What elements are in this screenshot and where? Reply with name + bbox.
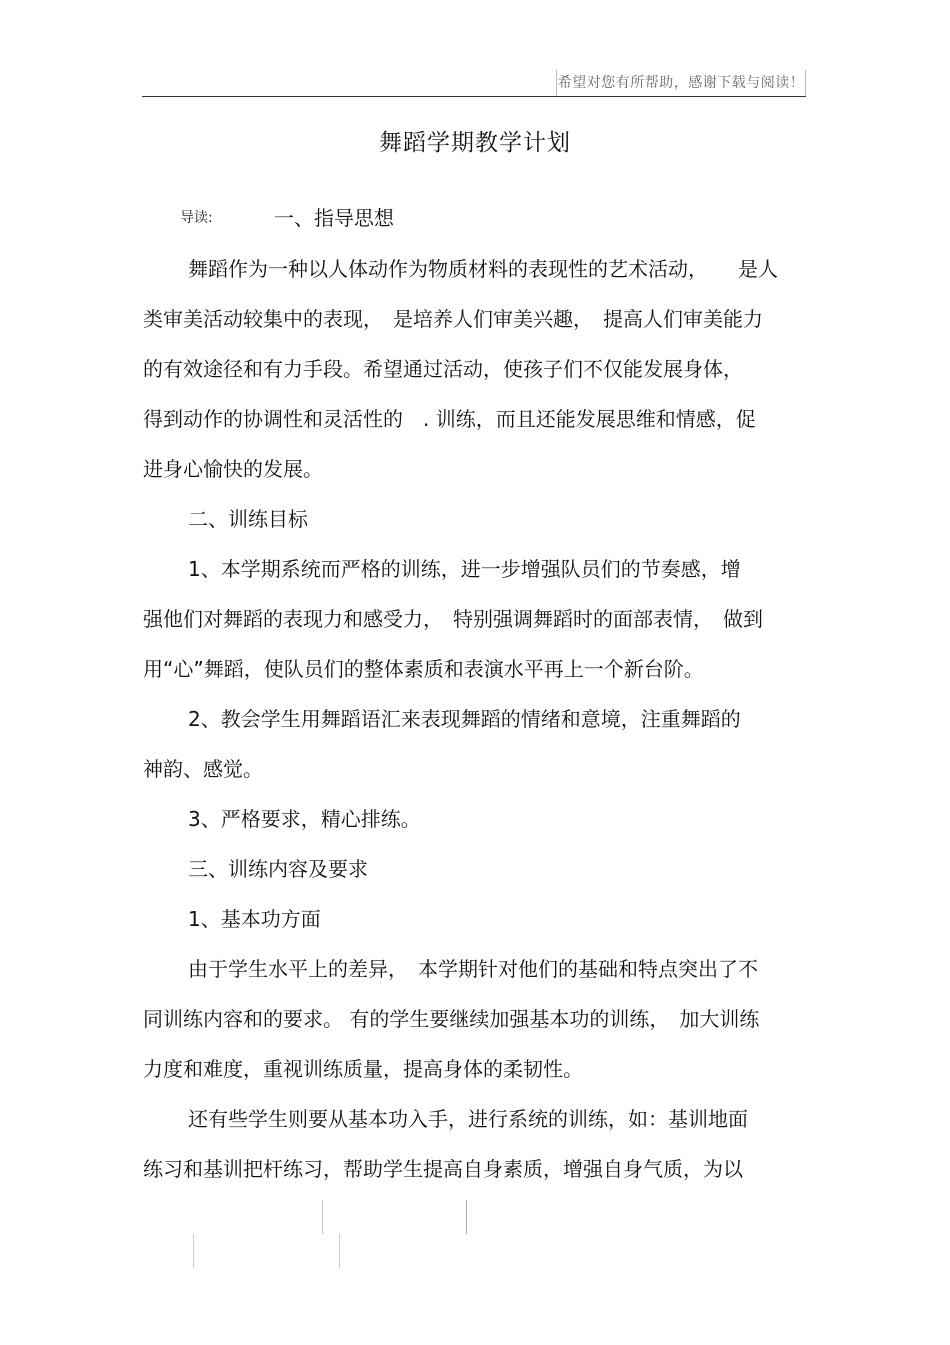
section-heading-training-goals: 二、训练目标: [188, 507, 308, 531]
paragraph-line: 力度和难度，重视训练质量，提高身体的柔韧性。: [143, 1057, 583, 1081]
paragraph-line: 类审美活动较集中的表现， 是培养人们审美兴趣， 提高人们审美能力: [143, 307, 763, 331]
paragraph-line: 2、教会学生用舞蹈语汇来表现舞蹈的情绪和意境，注重舞蹈的: [188, 707, 741, 731]
scan-artifact-line: [466, 1200, 467, 1234]
document-title: 舞蹈学期教学计划: [379, 130, 571, 156]
paragraph-line: 3、严格要求，精心排练。: [188, 807, 421, 831]
paragraph-line: 进身心愉快的发展。: [143, 457, 323, 481]
scan-artifact-line: [193, 1234, 194, 1268]
paragraph-line: 舞蹈作为一种以人体动作为物质材料的表现性的艺术活动， 是人: [188, 257, 778, 281]
scan-artifact-line: [339, 1234, 340, 1268]
paragraph-line: 1、本学期系统而严格的训练，进一步增强队员们的节奏感，增: [188, 557, 741, 581]
header-divider: [142, 96, 806, 97]
header-banner: 希望对您有所帮助，感谢下载与阅读！: [556, 70, 806, 96]
section-heading-guiding-ideas: 一、指导思想: [274, 206, 394, 230]
paragraph-line: 神韵、感觉。: [143, 757, 263, 781]
paragraph-line: 同训练内容和的要求。 有的学生要继续加强基本功的训练， 加大训练: [143, 1007, 760, 1031]
scan-artifact-line: [322, 1200, 323, 1234]
paragraph-line: 用“心”舞蹈，使队员们的整体素质和表演水平再上一个新台阶。: [143, 657, 704, 681]
paragraph-line: 强他们对舞蹈的表现力和感受力， 特别强调舞蹈时的面部表情， 做到: [143, 607, 763, 631]
paragraph-line: 得到动作的协调性和灵活性的 . 训练，而且还能发展思维和情感，促: [143, 407, 756, 431]
paragraph-line: 的有效途径和有力手段。希望通过活动，使孩子们不仅能发展身体，: [143, 357, 743, 381]
paragraph-line: 练习和基训把杆练习，帮助学生提高自身素质，增强自身气质，为以: [143, 1157, 743, 1181]
subsection-heading-basics: 1、基本功方面: [188, 907, 321, 931]
paragraph-line: 还有些学生则要从基本功入手，进行系统的训练，如：基训地面: [188, 1107, 748, 1131]
section-heading-training-content: 三、训练内容及要求: [188, 857, 368, 881]
guide-label: 导读:: [180, 210, 213, 226]
paragraph-line: 由于学生水平上的差异， 本学期针对他们的基础和特点突出了不: [188, 957, 758, 981]
